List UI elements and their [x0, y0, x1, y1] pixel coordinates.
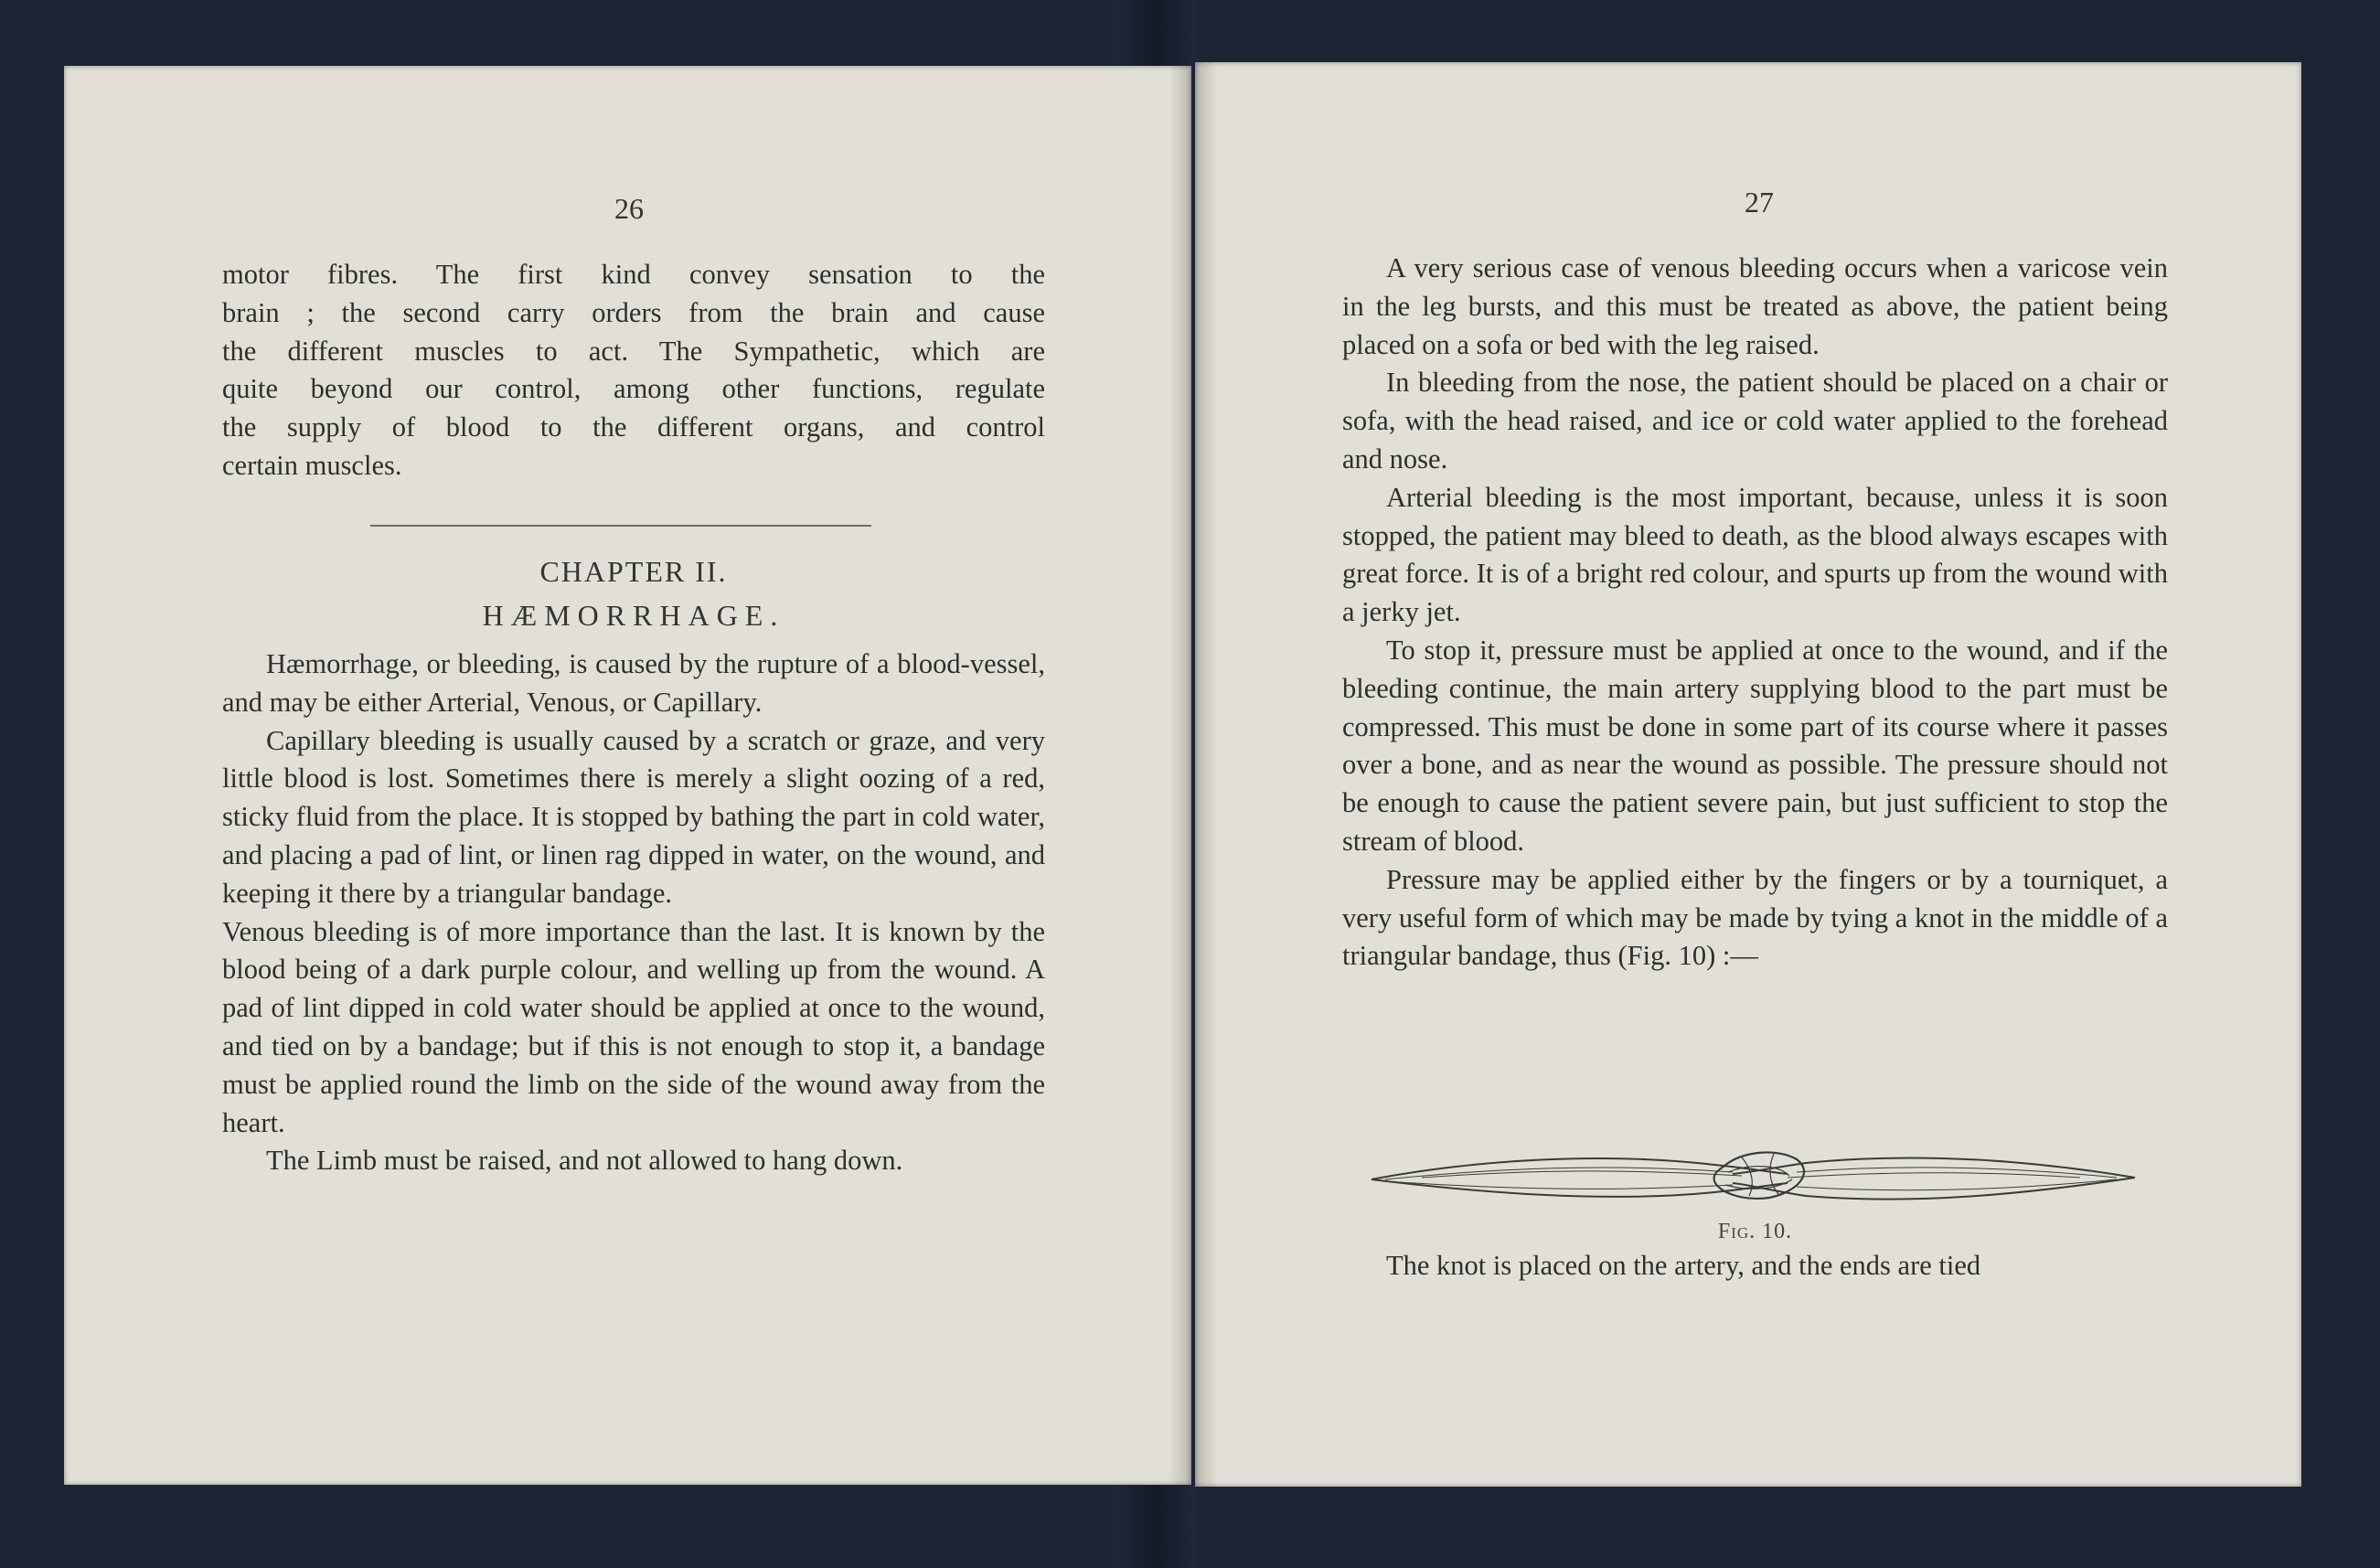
paragraph: The knot is placed on the artery, and the ends are tied: [1386, 1250, 1981, 1281]
paragraph: Hæmorrhage, or bleeding, is caused by the rupture of a blood-vessel, and may be either Arterial, Venous, or Capillary.: [222, 648, 1045, 718]
paragraph: The Limb must be raised, and not allowed to hang down.: [266, 1145, 903, 1177]
gutter-shadow-right: [1195, 62, 1218, 1487]
right-body-text: [1342, 250, 2168, 976]
chapter-number: CHAPTER II.: [539, 555, 728, 588]
paragraph: Arterial bleeding is the most important, because, unless it is soon stopped, the patient may bleed to death, as the blood always escapes with great force. It is of a bright red colour, and spurts up from the wound with a jerky jet.: [1342, 481, 2168, 628]
paragraph: Venous bleeding is of more importance than the last. It is known by the blood being of a dark purple colour, and welling up from the wound. A pad of lint dipped in cold water should be applied at once to the wound, and tied on by a bandage; but if this is not enough to stop it, a bandage must be applied round the limb on the side of the wound away from the heart.: [222, 915, 1045, 1138]
paragraph: To stop it, pressure must be applied at once to the wound, and if the bleeding continue, the main artery supplying blood to the part must be compressed. This must be done in some part of its course where it passes over a bone, and as near the wound as possible. The pressure should not be enough to cause the patient severe pain, but just sufficient to stop the stream of blood.: [1342, 634, 2168, 857]
tourniquet-knot-illustration: [1367, 1132, 2140, 1223]
paragraph: Pressure may be applied either by the fingers or by a tourniquet, a very useful form of which may be made by tying a knot in the middle of a triangular bandage, thus (Fig. 10) :—: [1342, 863, 2168, 972]
figure-caption: Fig. 10.: [1717, 1220, 1793, 1243]
gutter-shadow-left: [1169, 66, 1191, 1485]
intro-line: the different muscles to act. The Sympathetic, which are: [222, 335, 1045, 367]
paragraph: Capillary bleeding is usually caused by a scratch or graze, and very little blood is lost. Sometimes there is merely a slight oozing of a red, sticky fluid from the place. It is stopped by bathing the part in cold water, and placing a pad of lint, or linen rag dipped in water, on the wound, and keeping it there by a triangular bandage.: [222, 724, 1045, 909]
paragraph: In bleeding from the nose, the patient should be placed on a chair or sofa, with the head raised, and ice or cold water applied to the forehead and nose.: [1342, 367, 2168, 475]
section-divider: [370, 525, 871, 527]
left-body-text: [222, 645, 1045, 1180]
intro-line: brain ; the second carry orders from the brain and cause: [222, 296, 1045, 328]
intro-line: the supply of blood to the different organs, and control: [222, 411, 1045, 443]
right-last-line: [1342, 1247, 2168, 1285]
page-number-right: 27: [1745, 186, 1774, 219]
page-number-left: 26: [614, 192, 644, 225]
chapter-title: HÆMORRHAGE.: [482, 599, 785, 632]
left-intro-text: [222, 256, 1045, 485]
intro-line: quite beyond our control, among other functions, regulate: [222, 373, 1045, 405]
intro-line: motor fibres. The first kind convey sensation to the: [222, 259, 1045, 290]
paragraph: A very serious case of venous bleeding occurs when a varicose vein in the leg bursts, and this must be treated as above, the patient being placed on a sofa or bed with the leg raised.: [1342, 252, 2168, 360]
intro-line: certain muscles.: [222, 449, 402, 481]
